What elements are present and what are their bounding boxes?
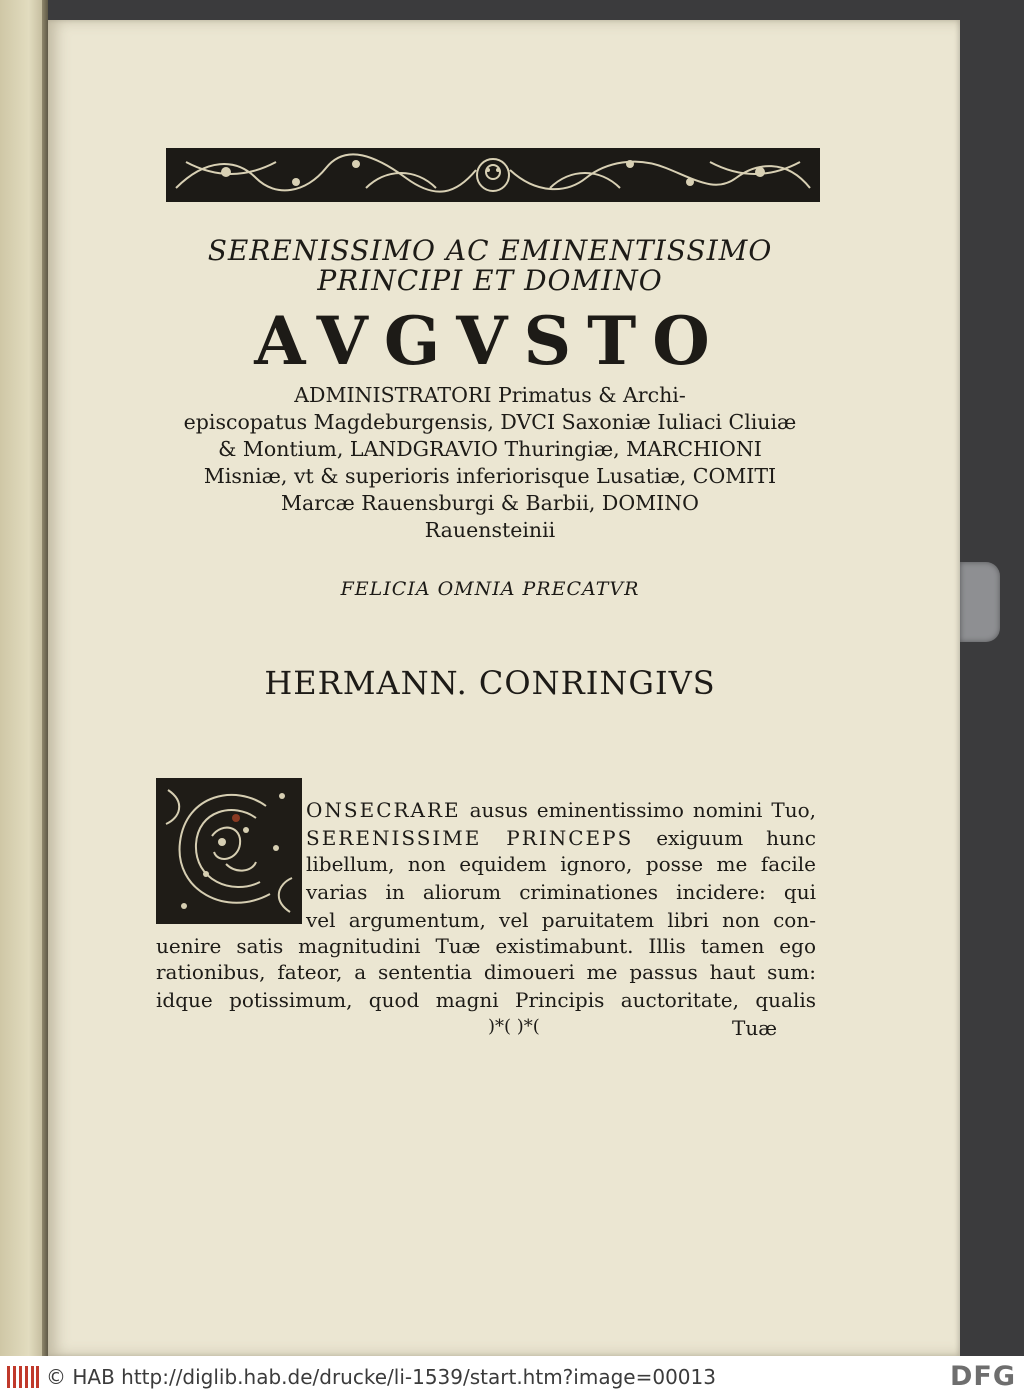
body-line-2	[306, 826, 816, 850]
greeting-line: FELICIA OMNIA PRECATVR	[340, 578, 640, 600]
footer-bar	[0, 1356, 1024, 1399]
body-line-7: rationibus, fateor, a sententia dimoueri me passus haut sum:	[156, 960, 816, 984]
dedication-line-1: SERENISSIMO AC EMINENTISSIMO	[207, 234, 773, 267]
body-line-1-caps: ONSECRARE	[306, 798, 461, 822]
dedication-line-2: PRINCIPI ET DOMINO	[317, 264, 663, 297]
title-line: ADMINISTRATORI Primatus & Archi-	[294, 383, 686, 407]
dfg-logo: DFG	[949, 1361, 1016, 1392]
title-line: Misniæ, vt & superioris inferiorisque Lusatiæ, COMITI	[203, 464, 777, 488]
page-turn-tab[interactable]	[960, 562, 1000, 642]
author-name: HERMANN. CONRINGIVS	[264, 664, 716, 702]
body-line-2-text: exiguum hunc	[656, 826, 816, 850]
body-line-6: uenire satis magnitudini Tuæ existimabunt. Illis tamen ego	[156, 934, 816, 958]
dedicatee-name: AVGVSTO	[254, 302, 726, 380]
catchword: Tuæ	[732, 1016, 778, 1040]
hab-logo-icon	[6, 1364, 40, 1394]
body-line-1-text: ausus eminentissimo nomini Tuo,	[469, 798, 817, 822]
body-line-8: idque potissimum, quod magni Principis auctoritate, qualis	[156, 988, 816, 1012]
body-line-3: libellum, non equidem ignoro, posse me facile	[306, 852, 816, 876]
body-line-1	[306, 798, 816, 822]
left-page-edge	[0, 0, 48, 1356]
title-line: Rauensteinii	[424, 518, 556, 542]
dedicatee-titles	[160, 382, 820, 544]
title-line: episcopatus Magdeburgensis, DVCI Saxoniæ Iuliaci Cliuiæ	[183, 410, 797, 434]
title-line: Marcæ Rauensburgi & Barbii, DOMINO	[281, 491, 699, 515]
decorated-initial-c	[156, 778, 302, 924]
headpiece-ornament	[166, 148, 820, 202]
body-line-2-caps: SERENISSIME PRINCEPS	[306, 826, 634, 850]
body-line-5: vel argumentum, vel paruitatem libri non con-	[306, 908, 816, 932]
body-line-4: varias in aliorum criminationes incidere: qui	[306, 880, 816, 904]
copyright-url[interactable]: © HAB http://diglib.hab.de/drucke/li-1539/start.htm?image=00013	[46, 1365, 716, 1389]
title-line: & Montium, LANDGRAVIO Thuringiæ, MARCHIONI	[218, 437, 762, 461]
signature-mark: )*( )*(	[488, 1016, 540, 1037]
